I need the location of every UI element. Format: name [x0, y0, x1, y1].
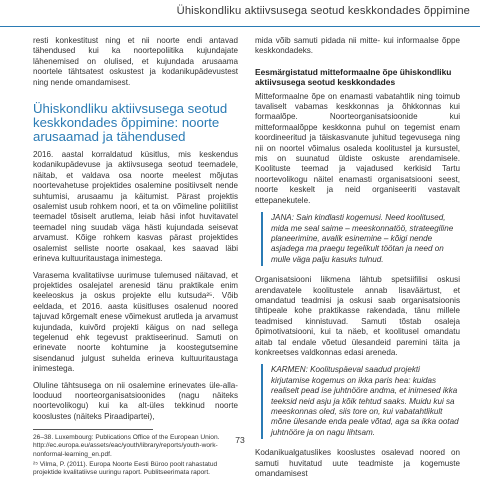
body-paragraph: 2016. aastal korraldatud küsitlus, mis keskendus kodanikupädevuse ja aktiivsusega seotud teemadele, näitab, et valdava osa noorte meelest mõjutas noortevahetuse projektides osalemine positiivselt nende suhtumisi, arusaamu ja käitumist. Pärast projektis osalemist usub rohkem noori, et ta on võimeline poliitilist teemadel tõsiselt arutlema, leiab häsi infot huvitavatel teemadel ning suudab väga hästi kujundada seisevat arvamust. Kõige rohkem kasvas pärast projektides osalemist selliste noorte osakaal, kes saavad läbi erineva kultuuritaustaga inimestega. — [33, 150, 238, 264]
body-paragraph: Mitteformaalne õpe on enamasti vabatahtlik ning toimub tavaliselt vabamas keskkonnas ja õhkkonnas kui formaalõpe. Noorteorganisatsioonide kui mitteformaalõppe keskkonna puhul on tegemist enam koordineeritud ja täiskasvanute juhitud tegevusega ning nii on noortel võimalus osaleda koolitustel ja kursustel, mis on suunatud üldiste oskuste arendamisele. Koolituste teemad ja vajadused kerkisid Tartu noortevolikogu näitel enamasti organisatsiooni seest, noorte keskelt ja neid organiseeriti vastavalt ettepanekutele. — [255, 91, 460, 205]
header-divider — [0, 26, 480, 27]
section-heading: Ühiskondliku aktiivsusega seotud keskkondades õppimine: noorte arusaamad ja tähendused — [33, 101, 228, 145]
quote-text: KARMEN: Koolituspäeval saadud projekti kirjutamise kogemus on ikka paris hea: kuidas realiselt pead ise juhtnööre andma, et inimesed ikka teeksid neid asju ja kõik tehtud saaks. Muidu kui sa meeskonnas oled, siis tore on, kui vabatahtlikult mõne ülesande enda peale võtad, aga sa ikka ootad juhtnööre ja on nagu lihtsam. — [271, 365, 459, 437]
quote-text: JANA: Sain kindlasti kogemusi. Need koolitused, mida me seal saime – meeskonnatöö, strateegiline planeerimine, avalik esinemine – kõigi nende asjadega ma praegu tegelikult töötan ja need on mulle väga palju kasuks tulnud. — [271, 213, 454, 264]
footnote: ²⁵ Vilma, P. (2011). Europa Noorte Eesti Büroo poolt rahastatud projektide kvalitatiivse uuringu raport. Publitseerimata raport. — [33, 460, 218, 476]
footnote: 26–38. Luxembourg: Publications Office of the European Union. http://ec.europa.eu/assets/eac/youth/library/reports/youth-work-nonformal-learning_en.pdf. — [33, 434, 220, 458]
subsection-heading: Eesmärgistatud mitteformaalne õpe ühiskondliku aktiivsusega seotud keskkondades — [255, 66, 452, 88]
left-column — [33, 36, 238, 479]
running-header — [0, 0, 480, 26]
interview-quote — [261, 364, 460, 439]
footnote-divider — [33, 429, 153, 430]
body-paragraph: Varasema kvalitatiivse uurimuse tulemused näitavad, et projektides osalejatel arenesid tänu praktikale enim keeleoskus ja oskus projekte ellu kutsuda²⁵. Võib eeldada, et 2016. aasta küsitluses osalenud noored tajuvad kõrgemalt enese võimekust arutleda ja arvamust kujundada, kuivõrd projekti käigus on nad sellega tegelenud ehk tegevust praktiseerinud. Samuti on erinevate noorte kohtumine ja koostegutsemine sisendanud julgust suhelda erineva kultuuritaustaga inimestega. — [33, 270, 238, 374]
running-header-title: Ühiskondliku aktiivsusega seotud keskkondades õppimine — [176, 5, 470, 17]
body-paragraph: Kodanikualgatuslikes kooslustes osalevad noored on samuti huvitatud uute teadmiste ja kogemuste omandamisest — [255, 448, 460, 479]
body-paragraph: Organisatsiooni liikmena lähtub spetsiifilisi oskusi arendavatele koolitustele annab lisaväärtust, et omandatud teadmisi ja oskusi saab organisatsioonis tihtipeale kohe praktikasse rakendada, tänu millele teadmised kinnistuvad. Samuti tõstab osaleja õpimotivatsiooni, kui ta näeb, et koolitusel omandatu aitab tal endale võetud ülesandeid paremini täita ja konkreetses valdkonnas edasi areneda. — [255, 275, 460, 357]
intro-paragraph: resti konkestitust ning et nii noorte endi antavad tähendused kui ka noortepoliitika kujundajate lähenemised on olulised, et kujundada arusaama noortele tähtsatest oskustest ja kodanikupädevustest ning nende omandamisest. — [33, 36, 238, 87]
body-paragraph: mida võib samuti pidada nii mitte- kui informaalse õppe keskkondadeks. — [255, 36, 460, 56]
interview-quote — [261, 212, 460, 266]
right-column — [255, 36, 460, 485]
body-paragraph: Oluline tähtsusega on nii osalemine erinevates üle-alla-looduud noorteorganisatsioonides (nagu näiteks noortevolikogu) kui ka alt-üles tekkinud noorte kooslustes (näiteks Piraadipartei), — [33, 380, 238, 421]
page-number: 73 — [235, 435, 245, 445]
